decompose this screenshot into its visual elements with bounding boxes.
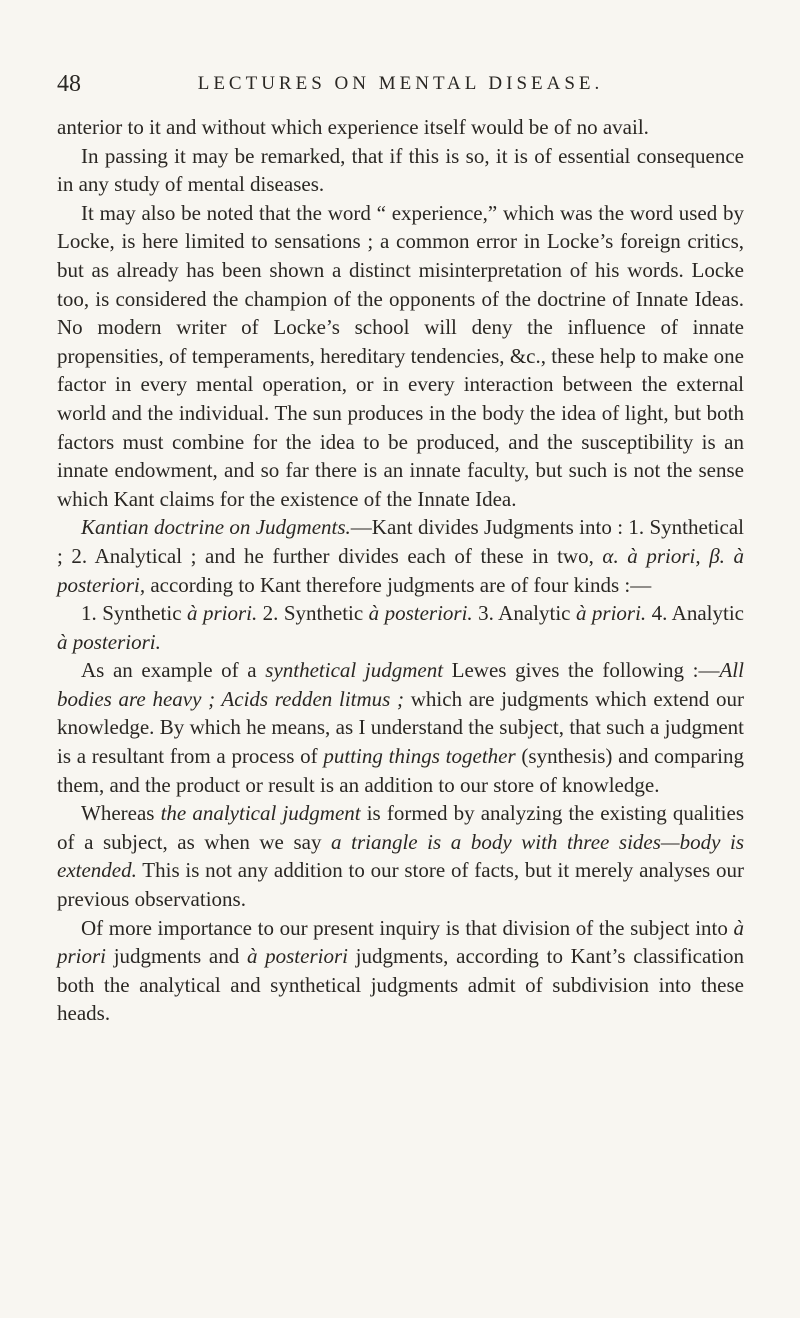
text-run: 1. Synthetic [81, 601, 187, 626]
page-number: 48 [57, 70, 81, 97]
text-run: Whereas [81, 801, 161, 826]
paragraph [57, 599, 744, 656]
text-run: 3. Analytic [472, 601, 576, 626]
italic-text: putting things together [323, 744, 516, 769]
text-run: 2. Synthetic [257, 601, 369, 626]
text-run: is formed by analyzing the existing qualities of a subject, as when we say [57, 801, 745, 854]
paragraph [57, 799, 744, 913]
text-run: It may also be noted that the word “ experience,” which was the word used by Locke, is here limited to sensations ; a common error in Locke’s foreign critics, but as already has been shown a distinct misinterpretation of his words. Locke too, is considered the champion of the opponents of the doctrine of Innate Ideas. No modern writer of Locke’s school will deny the influence of innate propensities, of temperaments, hereditary tendencies, &c., these help to make one factor in every mental operation, or in every interaction between the external world and the individual. The sun produces in the body the idea of light, but both factors must combine for the idea to be produced, and the susceptibility is an innate endowment, and so far there is an innate faculty, but such is not the sense which Kant claims for the existence of the Innate Idea. [57, 200, 744, 511]
italic-text: à priori [57, 915, 744, 969]
running-head [57, 64, 744, 104]
paragraph [57, 142, 744, 199]
paragraph [57, 513, 744, 599]
italic-text: α. à priori, β. à posteriori, [57, 543, 744, 597]
text-run: anterior to it and without which experience itself would be of no avail. [57, 115, 649, 139]
text-run: 4. Analytic [646, 601, 744, 626]
text-run: Lewes gives the following :— [443, 658, 720, 683]
italic-text: à posteriori [246, 944, 348, 969]
paragraph [57, 199, 744, 514]
text-run: (synthesis) and comparing them, and the product or result is an addition to our store of knowledge. [57, 744, 744, 797]
paragraph [57, 656, 744, 799]
text-run: As an example of a [81, 658, 266, 683]
text-run: Of more importance to our present inquiry is that division of the subject into [81, 915, 734, 940]
text-run: In passing it may be remarked, that if this is so, it is of essential consequence in any study of mental diseases. [57, 143, 744, 197]
text-run: according to Kant therefore judgments are of four kinds :— [145, 572, 652, 597]
italic-text: synthetical judgment [265, 658, 444, 683]
paragraph [57, 113, 744, 142]
italic-text: à posteriori. [57, 629, 161, 654]
running-title: LECTURES ON MENTAL DISEASE. [197, 73, 604, 94]
italic-text: à priori. [186, 601, 258, 626]
text-run: judgments and [106, 944, 247, 969]
text-run: This is not any addition to our store of facts, but it merely analyses our previous observations. [57, 858, 744, 912]
body-text [57, 113, 744, 1028]
italic-text: Kantian doctrine on Judgments. [81, 515, 351, 540]
text-run: which are judgments which extend our knowledge. By which he means, as I understand the subject, that such a judgment is a resultant from a process of [57, 686, 744, 769]
text-run: judgments, according to Kant’s classification both the analytical and synthetical judgments admit of subdivision into these heads. [57, 944, 744, 1026]
italic-text: à priori. [575, 601, 647, 626]
paragraph [57, 914, 744, 1028]
italic-text: All bodies are heavy ; Acids redden litmus ; [57, 658, 744, 711]
italic-text: the analytical judgment [160, 801, 361, 826]
italic-text: à posteriori. [368, 601, 473, 626]
italic-text: a triangle is a body with three sides—body is extended. [57, 829, 744, 883]
text-run: —Kant divides Judgments into : 1. Synthetical ; 2. Analytical ; and he further divides each of these in two, [57, 515, 744, 568]
